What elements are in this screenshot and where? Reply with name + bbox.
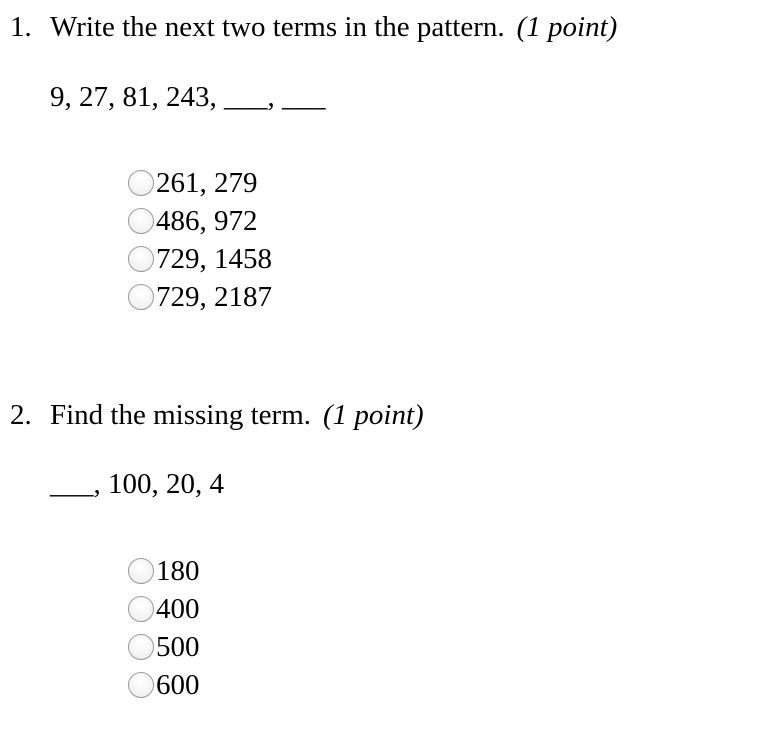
- radio-button[interactable]: [128, 284, 154, 310]
- answer-option[interactable]: [128, 628, 200, 666]
- question-points: (1 point): [323, 399, 424, 431]
- radio-button[interactable]: [128, 170, 154, 196]
- answer-option[interactable]: [128, 202, 272, 240]
- answer-option-label: 500: [156, 630, 200, 663]
- answer-option-label: 600: [156, 668, 200, 701]
- answer-option-label: 400: [156, 592, 200, 625]
- question-1-options: [128, 164, 272, 316]
- answer-option[interactable]: [128, 278, 272, 316]
- question-number: 1.: [10, 11, 32, 43]
- radio-button[interactable]: [128, 558, 154, 584]
- answer-option[interactable]: [128, 240, 272, 278]
- answer-option[interactable]: [128, 666, 200, 704]
- question-2-sequence: ___, 100, 20, 4: [50, 468, 224, 500]
- question-1-sequence: 9, 27, 81, 243, ___, ___: [50, 81, 326, 113]
- question-number: 2.: [10, 399, 32, 431]
- radio-button[interactable]: [128, 672, 154, 698]
- answer-option-label: 261, 279: [156, 166, 258, 199]
- radio-button[interactable]: [128, 634, 154, 660]
- radio-button[interactable]: [128, 208, 154, 234]
- question-points: (1 point): [516, 11, 618, 43]
- radio-button[interactable]: [128, 596, 154, 622]
- question-prompt: Write the next two terms in the pattern.: [50, 11, 505, 43]
- question-2-header: [10, 398, 424, 432]
- answer-option[interactable]: [128, 590, 200, 628]
- radio-button[interactable]: [128, 246, 154, 272]
- answer-option-label: 486, 972: [156, 204, 258, 237]
- answer-option[interactable]: [128, 552, 200, 590]
- answer-option-label: 180: [156, 554, 200, 587]
- question-2-options: [128, 552, 200, 704]
- answer-option[interactable]: [128, 164, 272, 202]
- answer-option-label: 729, 1458: [156, 242, 272, 275]
- question-1-header: [10, 10, 617, 44]
- answer-option-label: 729, 2187: [156, 280, 272, 313]
- question-prompt: Find the missing term.: [50, 399, 311, 431]
